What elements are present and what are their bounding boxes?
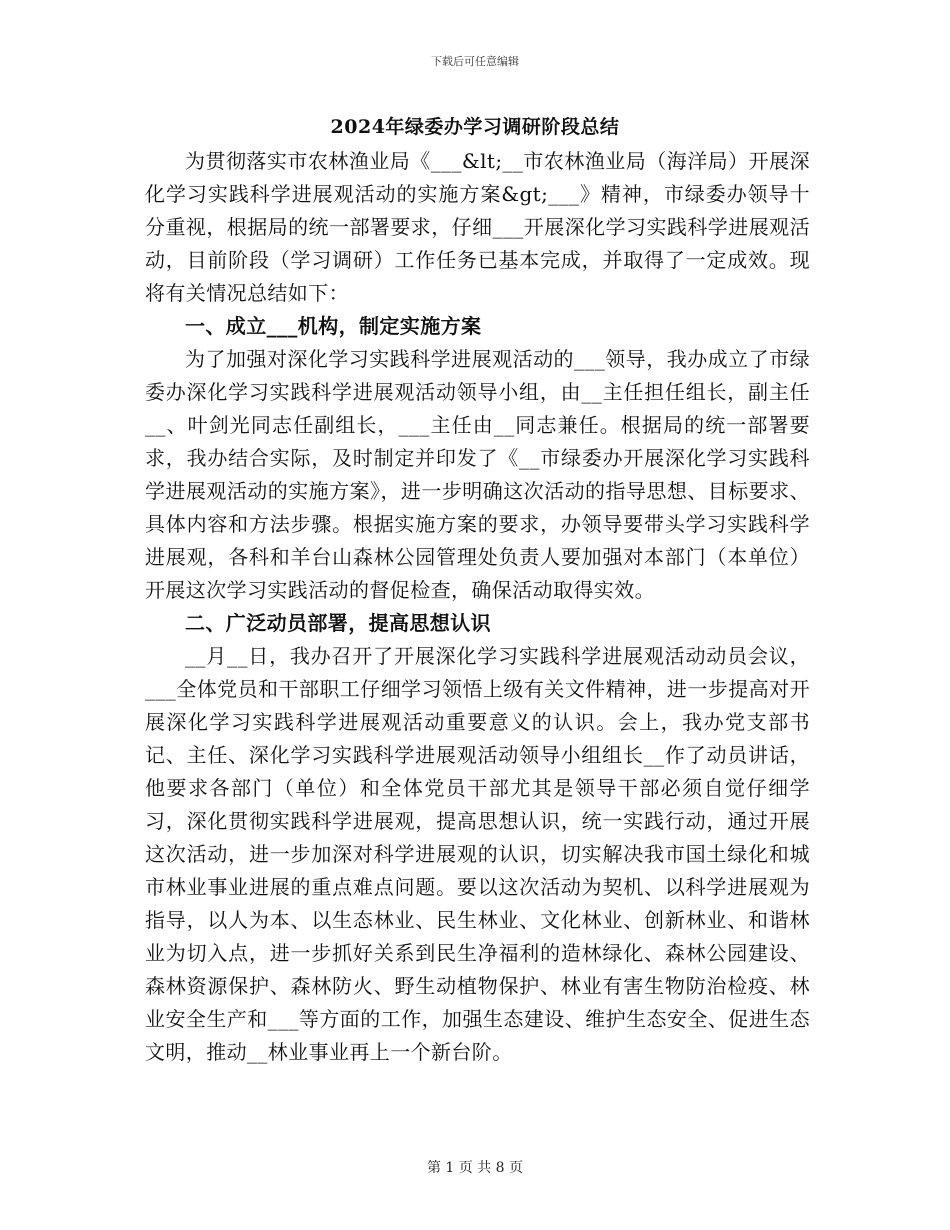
document-title: 2024年绿委办学习调研阶段总结	[330, 116, 620, 138]
section-1-heading: 一、成立___机构，制定实施方案	[185, 314, 482, 338]
section-2-heading: 二、广泛动员部署，提高思想认识	[185, 611, 491, 635]
intro-paragraph: 为贯彻落实市农林渔业局《___&lt;__市农林渔业局（海洋局）开展深化学习实践科学进展观活动的实施方案&gt;___》精神，市绿委办领导十分重视，根据局的统一部署要求，仔细___开展深化学习实践科学进展观活动，目前阶段（学习调研）工作任务已基本完成，并取得了一定成效。现将有关情况总结如下：	[145, 149, 810, 305]
section-2-paragraph: __月__日，我办召开了开展深化学习实践科学进展观活动动员会议，___全体党员和干部职工仔细学习领悟上级有关文件精神，进一步提高对开展深化学习实践科学进展观活动重要意义的认识。会上，我办党支部书记、主任、深化学习实践科学进展观活动领导小组组长__作了动员讲话，他要求各部门（单位）和全体党员干部尤其是领导干部必须自觉仔细学习，深化贯彻实践科学进展观，提高思想认识，统一实践行动，通过开展这次活动，进一步加深对科学进展观的认识，切实解决我市国土绿化和城市林业事业进展的重点难点问题。要以这次活动为契机、以科学进展观为指导，以人为本、以生态林业、民生林业、文化林业、创新林业、和谐林业为切入点，进一步抓好关系到民生净福利的造林绿化、森林公园建设、森林资源保护、森林防火、野生动植物保护、林业有害生物防治检疫、林业安全生产和___等方面的工作，加强生态建设、维护生态安全、促进生态文明，推动__林业事业再上一个新台阶。	[145, 644, 810, 1064]
section-1-paragraph: 为了加强对深化学习实践科学进展观活动的___领导，我办成立了市绿委办深化学习实践科学进展观活动领导小组，由__主任担任组长，副主任__、叶剑光同志任副组长，___主任由__同志兼任。根据局的统一部署要求，我办结合实际，及时制定并印发了《__市绿委办开展深化学习实践科学进展观活动的实施方案》，进一步明确这次活动的指导思想、目标要求、具体内容和方法步骤。根据实施方案的要求，办领导要带头学习实践科学进展观，各科和羊台山森林公园管理处负责人要加强对本部门（本单位）开展这次学习实践活动的督促检查，确保活动取得实效。	[145, 347, 810, 602]
document-body	[145, 145, 810, 1069]
page-footer: 第 1 页 共 8 页	[426, 1160, 524, 1176]
header-note: 下载后可任意编辑	[431, 55, 519, 68]
